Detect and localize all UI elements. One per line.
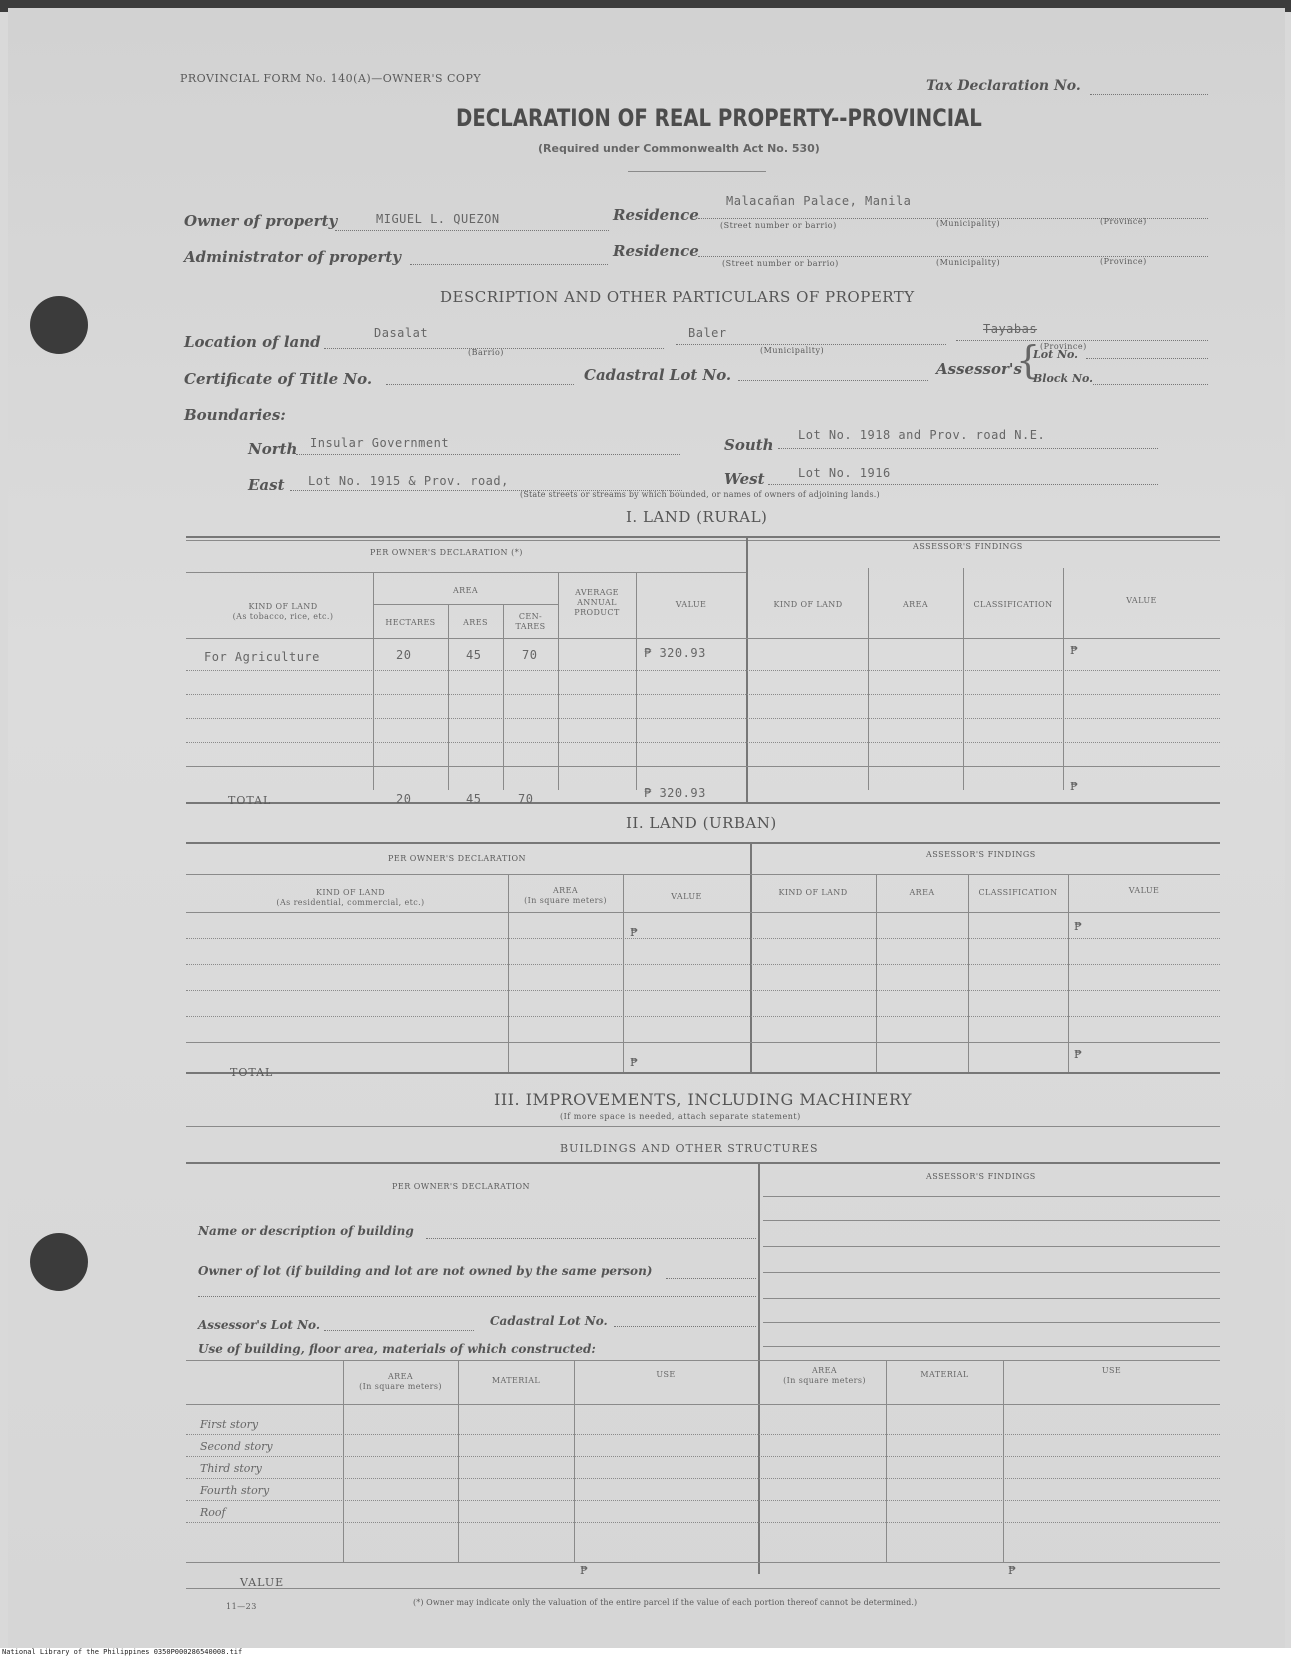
rural-total-a-value: ₱ (1070, 780, 1078, 793)
building-col-area-sub: (In square meters) (359, 1382, 442, 1391)
rural-row1-a-value: ₱ (1070, 644, 1078, 657)
east-value: Lot No. 1915 & Prov. road, (308, 474, 509, 488)
building-col-use: USE (656, 1370, 676, 1379)
west-value: Lot No. 1916 (798, 466, 891, 480)
rural-assessor-findings: ASSESSOR'S FINDINGS (913, 542, 1023, 551)
rural-a-area: AREA (902, 600, 929, 609)
building-a-col-area-sub: (In square meters) (783, 1376, 866, 1385)
rural-row1-hectares: 20 (396, 648, 412, 662)
admin-province-caption: (Province) (1100, 257, 1147, 266)
rural-col-kind-sub: (As tobacco, rice, etc.) (232, 612, 334, 621)
owner-of-lot-label: Owner of lot (if building and lot are not owned by the same person) (198, 1264, 653, 1278)
urban-col-area-sub: (In square meters) (524, 896, 607, 905)
urban-total-label: TOTAL (230, 1066, 274, 1079)
urban-heading: II. LAND (URBAN) (626, 814, 777, 832)
document-sheet (8, 8, 1285, 1648)
value-peso: ₱ (580, 1564, 588, 1577)
urban-col-kind-sub: (As residential, commercial, etc.) (276, 898, 425, 907)
building-col-material: MATERIAL (491, 1376, 541, 1385)
building-cadastral-label: Cadastral Lot No. (490, 1314, 608, 1328)
rural-a-class: CLASSIFICATION (973, 600, 1053, 609)
first-story-label: First story (200, 1418, 259, 1431)
rural-a-value: VALUE (1126, 596, 1157, 605)
urban-col-kind-text: KIND OF LAND (315, 888, 386, 897)
administrator-label: Administrator of property (184, 248, 402, 266)
value-a-peso: ₱ (1008, 1564, 1016, 1577)
location-province-caption: (Province) (1040, 342, 1087, 351)
rural-col-avg: AVERAGE ANNUAL PRODUCT (574, 588, 620, 617)
assessor-label: Assessor's (936, 360, 1022, 378)
north-label: North (248, 440, 298, 458)
owner-value: MIGUEL L. QUEZON (376, 212, 500, 226)
value-label: VALUE (240, 1576, 285, 1589)
urban-col-area (508, 886, 623, 906)
urban-a-peso: ₱ (1074, 920, 1082, 933)
building-a-col-material: MATERIAL (920, 1370, 969, 1379)
boundary-note: (State streets or streams by which bounded, or names of owners of adjoining lands.) (520, 490, 880, 499)
building-a-col-use: USE (1101, 1366, 1122, 1375)
form-code: 11—23 (226, 1602, 257, 1611)
rural-col-value: VALUE (675, 600, 707, 609)
form-number: PROVINCIAL FORM No. 140(A)—OWNER'S COPY (180, 72, 482, 85)
urban-a-class: CLASSIFICATION (978, 888, 1058, 897)
brace: { (1016, 338, 1041, 382)
description-heading: DESCRIPTION AND OTHER PARTICULARS OF PROPERTY (440, 288, 915, 306)
urban-col-area-text: AREA (552, 886, 579, 895)
location-municipality-caption: (Municipality) (760, 346, 825, 355)
north-value: Insular Government (310, 436, 450, 450)
building-a-col-area (763, 1366, 886, 1386)
rural-total-hectares: 20 (396, 792, 412, 806)
urban-assessor-findings: ASSESSOR'S FINDINGS (926, 850, 1036, 859)
certificate-label: Certificate of Title No. (184, 370, 373, 388)
fourth-story-label: Fourth story (200, 1484, 270, 1497)
south-label: South (724, 436, 774, 454)
boundaries-label: Boundaries: (184, 406, 286, 424)
rural-col-hectares: HECTARES (385, 618, 436, 627)
urban-peso: ₱ (630, 926, 638, 939)
rural-heading: I. LAND (RURAL) (626, 508, 768, 526)
barrio-value: Dasalat (374, 326, 429, 340)
rural-owner-declaration: PER OWNER'S DECLARATION (*) (370, 548, 523, 557)
urban-a-area: AREA (909, 888, 935, 897)
rural-total-ares: 45 (466, 792, 482, 806)
municipality-caption: (Municipality) (936, 219, 1001, 228)
punch-hole (30, 1233, 88, 1291)
street-caption: (Street number or barrio) (720, 221, 837, 230)
owner-label: Owner of property (184, 212, 338, 230)
rural-row1-centares: 70 (522, 648, 538, 662)
cadastral-label: Cadastral Lot No. (584, 366, 732, 384)
punch-hole (30, 296, 88, 354)
admin-street-caption: (Street number or barrio) (722, 259, 839, 268)
barrio-caption: (Barrio) (468, 348, 504, 357)
rural-total-centares: 70 (518, 792, 534, 806)
rural-col-area: AREA (452, 586, 479, 595)
rural-row1-kind: For Agriculture (204, 650, 320, 664)
urban-col-kind (198, 888, 503, 908)
urban-total-a-peso: ₱ (1074, 1048, 1082, 1061)
municipality-value: Baler (688, 326, 727, 340)
province-value: Tayabas (983, 322, 1038, 336)
east-label: East (248, 476, 285, 494)
urban-owner-declaration: PER OWNER'S DECLARATION (388, 854, 527, 863)
rural-total-value: ₱ 320.93 (644, 786, 706, 800)
south-value: Lot No. 1918 and Prov. road N.E. (798, 428, 1046, 442)
building-name-label: Name or description of building (198, 1224, 414, 1238)
building-a-col-area-text: AREA (811, 1366, 838, 1375)
rural-total-label: TOTAL (228, 794, 272, 807)
admin-municipality-caption: (Municipality) (936, 258, 1001, 267)
rural-row1-ares: 45 (466, 648, 482, 662)
second-story-label: Second story (200, 1440, 273, 1453)
lot-no-label: Lot No. (1033, 348, 1079, 361)
rural-a-kind: KIND OF LAND (773, 600, 843, 609)
province-caption: (Province) (1100, 217, 1147, 226)
improvements-heading: III. IMPROVEMENTS, INCLUDING MACHINERY (494, 1090, 913, 1109)
use-of-building-label: Use of building, floor area, materials of which constructed: (198, 1342, 596, 1356)
urban-a-value: VALUE (1128, 886, 1160, 895)
urban-col-value: VALUE (671, 892, 702, 901)
admin-residence-label: Residence (613, 242, 699, 260)
third-story-label: Third story (200, 1462, 262, 1475)
west-label: West (724, 470, 765, 488)
page-title: DECLARATION OF REAL PROPERTY--PROVINCIAL (456, 104, 982, 132)
improvements-note: (If more space is needed, attach separate statement) (560, 1112, 801, 1121)
rural-row1-value: ₱ 320.93 (644, 646, 706, 660)
archive-caption: National Library of the Philippines 0350P000286540008.tif (2, 1648, 243, 1656)
buildings-owner-declaration: PER OWNER'S DECLARATION (392, 1182, 531, 1191)
urban-a-kind: KIND OF LAND (778, 888, 848, 897)
rural-col-ares: ARES (463, 618, 488, 627)
tax-declaration-label: Tax Declaration No. (926, 78, 1081, 94)
residence-value: Malacañan Palace, Manila (726, 194, 912, 208)
rural-col-kind (198, 602, 368, 622)
residence-label: Residence (613, 206, 699, 224)
roof-label: Roof (200, 1506, 226, 1519)
building-col-area (343, 1372, 458, 1392)
building-col-area-text: AREA (387, 1372, 414, 1381)
assessor-lot-label: Assessor's Lot No. (198, 1318, 321, 1332)
location-label: Location of land (184, 333, 321, 351)
buildings-heading: BUILDINGS AND OTHER STRUCTURES (560, 1142, 819, 1155)
footnote: (*) Owner may indicate only the valuation of the entire parcel if the value of each portion thereof cannot be determined.) (413, 1598, 918, 1607)
page-subtitle: (Required under Commonwealth Act No. 530) (538, 142, 820, 155)
rural-col-kind-text: KIND OF LAND (248, 602, 318, 611)
buildings-assessor-findings: ASSESSOR'S FINDINGS (926, 1172, 1036, 1181)
urban-total-peso: ₱ (630, 1056, 638, 1069)
block-no-label: Block No. (1033, 372, 1093, 385)
rural-col-centares: CEN-TARES (515, 612, 546, 631)
